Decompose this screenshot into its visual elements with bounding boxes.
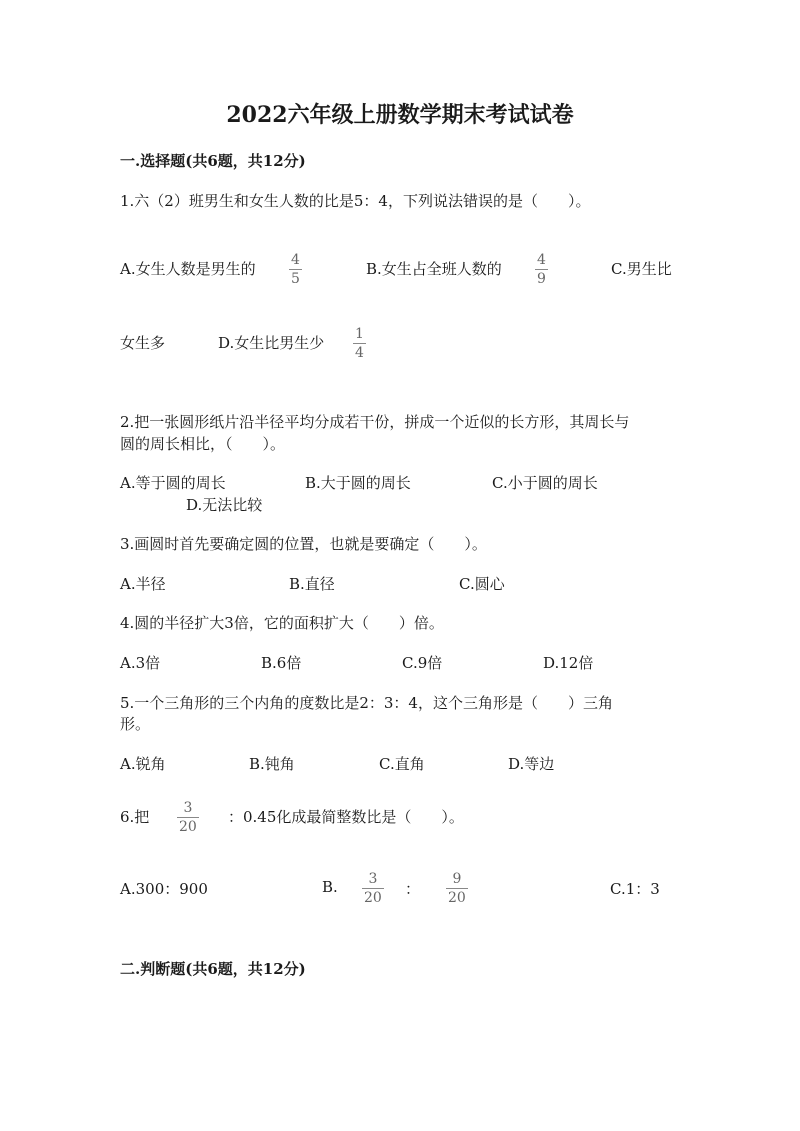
fraction-bar — [362, 888, 384, 889]
fraction-denominator: 5 — [291, 271, 300, 287]
section-heading-judgment: 二.判断题(共6题，共12分) — [120, 960, 306, 978]
q6-option-b: B. — [322, 878, 338, 896]
q2-option-a: A.等于圆的周长 — [120, 474, 226, 492]
question-2-stem-line1: 2.把一张圆形纸片沿半径平均分成若干份，拼成一个近似的长方形，其周长与 — [120, 413, 630, 431]
fraction-denominator: 4 — [355, 345, 364, 361]
q6-option-b-fraction-2 — [446, 872, 468, 905]
q3-option-b: B.直径 — [289, 575, 335, 593]
fraction-numerator: 9 — [452, 871, 462, 887]
fraction-bar — [289, 269, 302, 270]
q4-option-c: C.9倍 — [402, 654, 443, 672]
q1-option-c-line1: C.男生比 — [611, 260, 672, 278]
q6-option-b-fraction-1 — [362, 872, 384, 905]
fraction-denominator: 20 — [364, 890, 382, 906]
q4-option-b: B.6倍 — [261, 654, 302, 672]
fraction-numerator: 4 — [537, 252, 546, 268]
fraction-bar — [353, 343, 366, 344]
q3-option-a: A.半径 — [120, 575, 166, 593]
question-5-stem-line2: 形。 — [120, 715, 151, 733]
q5-option-d: D.等边 — [508, 755, 555, 773]
q1-option-b-fraction — [535, 253, 548, 286]
q6-option-b-colon: ： — [405, 880, 421, 898]
page-title: 2022六年级上册数学期末考试试卷 — [226, 102, 574, 128]
q3-option-c: C.圆心 — [459, 575, 505, 593]
q1-option-a-fraction — [289, 253, 302, 286]
question-2-stem-line2: 圆的周长相比，（ ）。 — [120, 435, 286, 453]
q6-option-c: C.1：3 — [610, 880, 660, 898]
q5-option-c: C.直角 — [379, 755, 425, 773]
question-4-stem: 4.圆的半径扩大3倍，它的面积扩大（ ）倍。 — [120, 614, 444, 632]
q2-option-c: C.小于圆的周长 — [492, 474, 598, 492]
q1-option-a: A.女生人数是男生的 — [120, 260, 256, 278]
fraction-numerator: 4 — [291, 252, 300, 268]
fraction-bar — [535, 269, 548, 270]
q6-option-a: A.300：900 — [120, 880, 208, 898]
q1-option-b: B.女生占全班人数的 — [366, 260, 502, 278]
fraction-denominator: 20 — [179, 819, 197, 835]
q2-option-b: B.大于圆的周长 — [305, 474, 411, 492]
fraction-numerator: 3 — [368, 871, 378, 887]
question-5-stem-line1: 5.一个三角形的三个内角的度数比是2：3：4，这个三角形是（ ）三角 — [120, 694, 613, 712]
q1-option-d: D.女生比男生少 — [218, 334, 325, 352]
fraction-denominator: 9 — [537, 271, 546, 287]
fraction-numerator: 3 — [183, 800, 193, 816]
q1-option-c-line2: 女生多 — [120, 334, 166, 352]
fraction-numerator: 1 — [355, 326, 364, 342]
question-1-stem: 1.六（2）班男生和女生人数的比是5：4，下列说法错误的是（ ）。 — [120, 192, 591, 210]
q5-option-a: A.锐角 — [120, 755, 166, 773]
section-heading-choice: 一.选择题(共6题，共12分) — [120, 152, 306, 170]
question-3-stem: 3.画圆时首先要确定圆的位置，也就是要确定（ ）。 — [120, 535, 487, 553]
fraction-bar — [446, 888, 468, 889]
q4-option-d: D.12倍 — [543, 654, 594, 672]
fraction-bar — [177, 817, 199, 818]
q2-option-d: D.无法比较 — [186, 496, 263, 514]
q5-option-b: B.钝角 — [249, 755, 295, 773]
q4-option-a: A.3倍 — [120, 654, 161, 672]
q1-option-d-fraction — [353, 327, 366, 360]
fraction-denominator: 20 — [448, 890, 466, 906]
question-6-stem-suffix: ：0.45化成最简整数比是（ ）。 — [228, 808, 464, 826]
question-6-stem-prefix: 6.把 — [120, 808, 150, 826]
q6-stem-fraction — [177, 801, 199, 834]
